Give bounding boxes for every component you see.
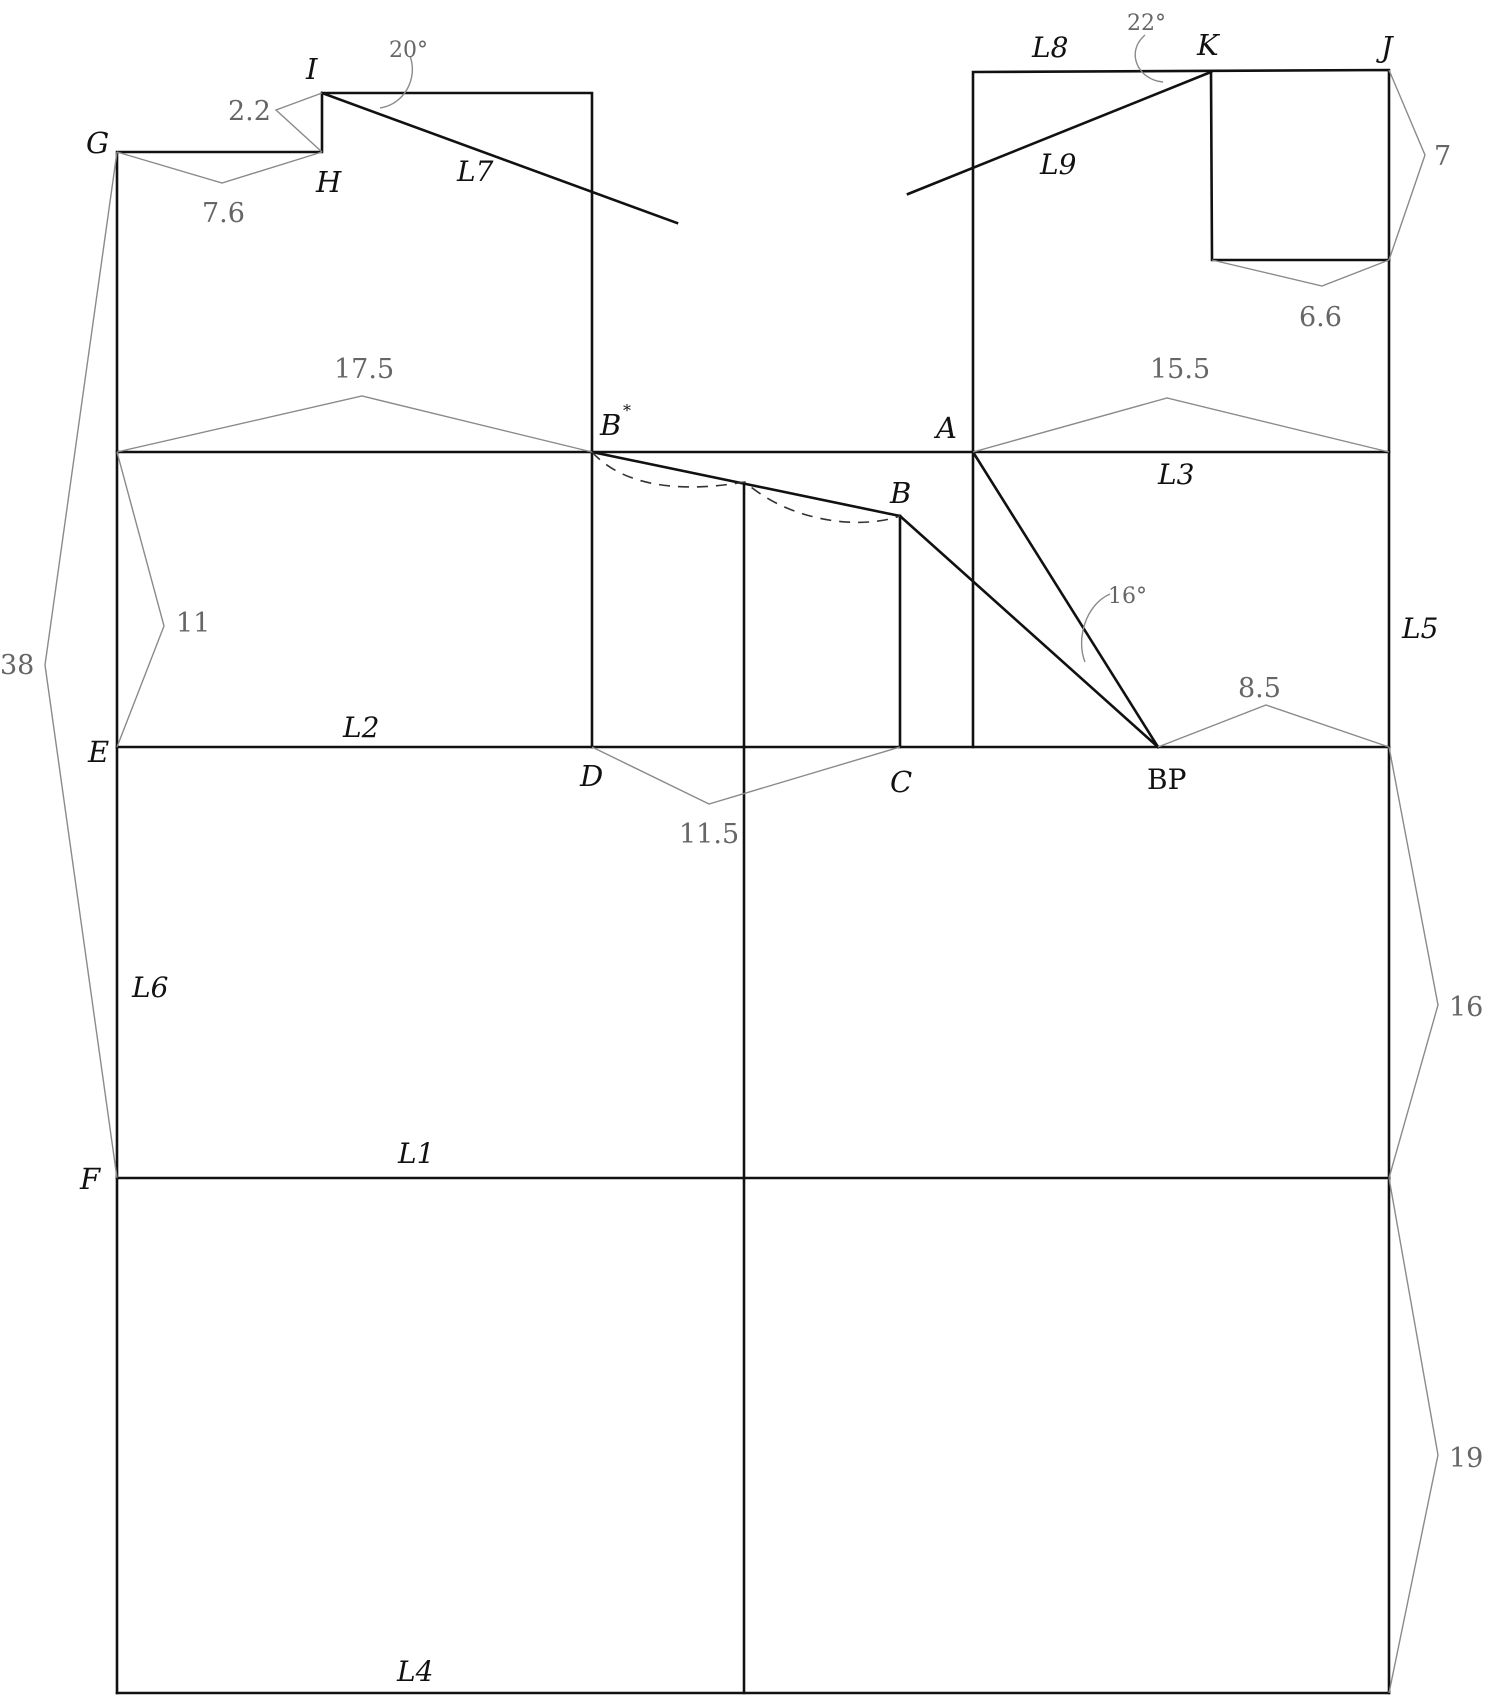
point-label-i: I: [306, 52, 318, 86]
dim-ee: [117, 452, 164, 747]
dim-label-bp-right: 8.5: [1238, 673, 1281, 704]
line-label-l2: L2: [343, 711, 380, 744]
point-label-c: C: [890, 765, 913, 799]
dim-label-total-left: 38: [0, 650, 35, 681]
point-label-d: D: [580, 759, 604, 793]
point-label-b: B: [890, 476, 912, 510]
dim-label-dc: 11.5: [679, 819, 740, 850]
construction-lines: [117, 70, 1389, 1693]
dim-label-ee: 11: [176, 608, 211, 639]
angle-hook-l9: [1135, 35, 1163, 82]
front-neck-box: [1211, 72, 1389, 260]
dim-total-left: [45, 152, 117, 1178]
dim-label-hi: 2.2: [228, 96, 271, 127]
dim-box-width: [1212, 260, 1389, 286]
angle-labels: [389, 11, 1166, 609]
point-label-g: G: [86, 126, 110, 160]
angle-label-l7: 20°: [389, 38, 428, 63]
point-label-k: K: [1197, 28, 1219, 62]
dim-label-right-top: 15.5: [1150, 354, 1211, 385]
dim-label-left-top: 17.5: [334, 354, 395, 385]
dim-label-jk-box: 7: [1434, 141, 1452, 172]
line-label-l7: L7: [457, 155, 494, 188]
line-l7: [322, 93, 677, 223]
point-label-f: F: [80, 1162, 101, 1196]
dim-jk-box: [1389, 70, 1425, 260]
point-label-j: J: [1381, 30, 1393, 64]
angle-label-l9: 22°: [1127, 11, 1166, 36]
back-neck-shoulder-outline: [117, 93, 592, 1693]
line-label-l9: L9: [1040, 148, 1077, 181]
line-label-l4: L4: [397, 1655, 434, 1688]
armhole-b-star-b: [592, 452, 900, 516]
point-label-b-star-superscript: *: [623, 401, 631, 420]
dim-right-top: [973, 398, 1389, 452]
line-label-l3: L3: [1158, 458, 1195, 491]
angle-label-bp: 16°: [1108, 584, 1147, 609]
dimension-marks: [45, 35, 1438, 1693]
dim-gh: [117, 152, 322, 183]
angle-hook-l7: [380, 56, 412, 108]
dim-right-mid: [1389, 747, 1438, 1178]
dim-bp-right: [1158, 705, 1389, 747]
line-label-l1: L1: [398, 1137, 435, 1170]
line-label-l8: L8: [1032, 31, 1069, 64]
point-label-e: E: [88, 735, 110, 769]
point-label-h: H: [316, 165, 342, 199]
point-labels: [79, 28, 1394, 1196]
dim-left-top: [117, 396, 592, 452]
angle-hook-bp: [1082, 594, 1110, 662]
line-b-bp: [900, 516, 1158, 747]
dim-hi: [276, 93, 322, 152]
point-label-a: A: [936, 411, 957, 445]
dim-label-right-mid: 16: [1449, 992, 1484, 1023]
line-label-l5: L5: [1402, 612, 1439, 645]
dim-label-right-bottom: 19: [1449, 1443, 1484, 1474]
point-label-bp: BP: [1147, 763, 1187, 796]
line-labels: [131, 31, 1438, 1688]
line-label-l6: L6: [132, 971, 169, 1004]
point-label-b-star: B: [600, 408, 622, 442]
dim-dc: [592, 747, 900, 804]
dim-label-gh: 7.6: [202, 198, 245, 229]
dim-right-bottom: [1389, 1178, 1438, 1693]
dim-label-box-width: 6.6: [1299, 302, 1342, 333]
dimension-labels: [0, 96, 1483, 1474]
